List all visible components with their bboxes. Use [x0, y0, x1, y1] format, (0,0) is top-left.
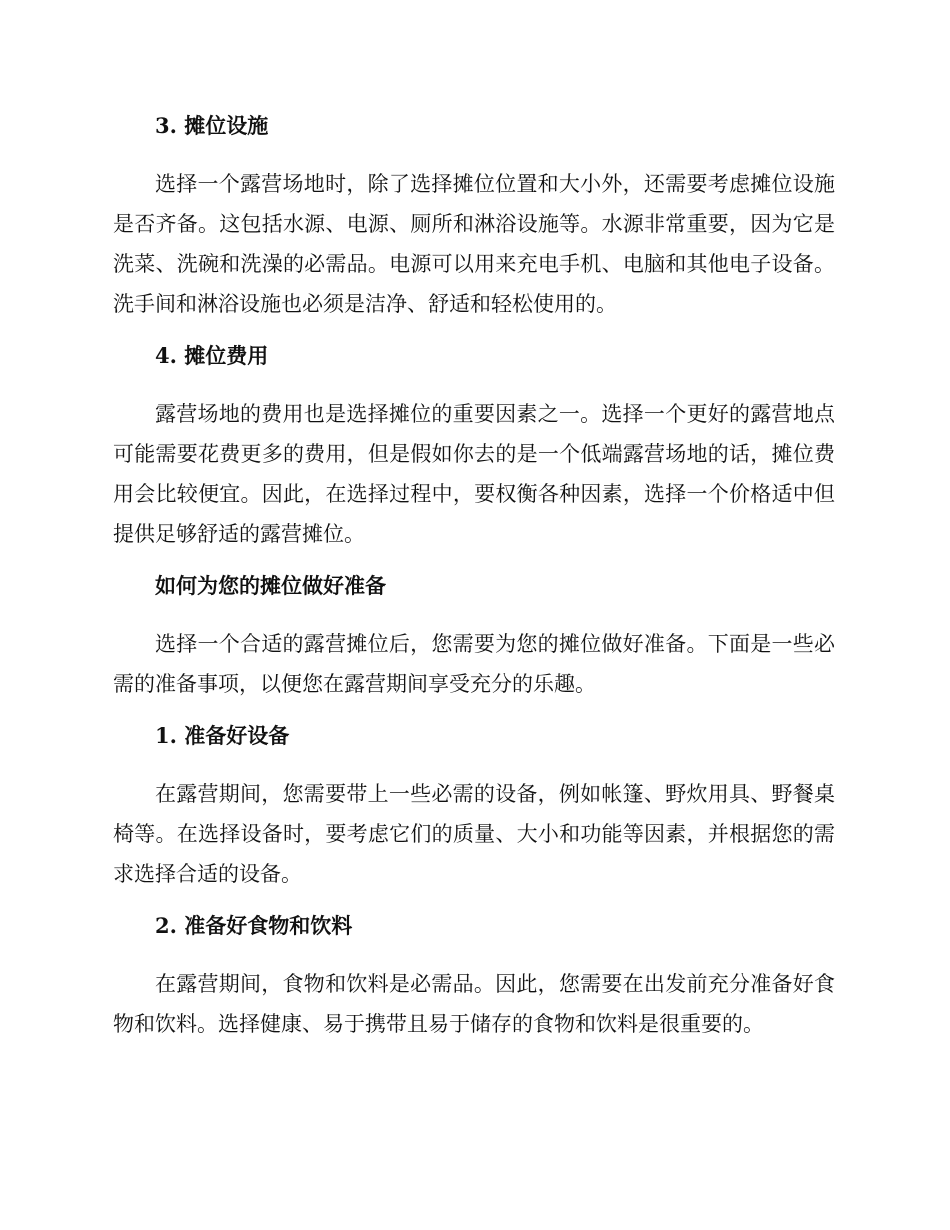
section-paragraph-prepare: 选择一个合适的露营摊位后，您需要为您的摊位做好准备。下面是一些必需的准备事项，以便您在露营期间享受充分的乐趣。: [113, 632, 835, 696]
section-paragraph-facilities: 选择一个露营场地时，除了选择摊位位置和大小外，还需要考虑摊位设施是否齐备。这包括水源、电源、厕所和淋浴设施等。水源非常重要，因为它是洗菜、洗碗和洗澡的必需品。电源可以用来充电手机、电脑和其他电子设备。洗手间和淋浴设施也必须是洁净、舒适和轻松使用的。: [113, 172, 835, 316]
section-paragraph-fees: 露营场地的费用也是选择摊位的重要因素之一。选择一个更好的露营地点可能需要花费更多的费用，但是假如你去的是一个低端露营场地的话，摊位费用会比较便宜。因此，在选择过程中，要权衡各种因素，选择一个价格适中但提供足够舒适的露营摊位。: [113, 402, 835, 546]
document-content: [113, 106, 835, 1044]
section-paragraph-equipment: 在露营期间，您需要带上一些必需的设备，例如帐篷、野炊用具、野餐桌椅等。在选择设备时，要考虑它们的质量、大小和功能等因素，并根据您的需求选择合适的设备。: [113, 782, 835, 886]
section-heading-prepare: 如何为您的摊位做好准备: [155, 573, 386, 598]
section-paragraph-food: 在露营期间，食物和饮料是必需品。因此，您需要在出发前充分准备好食物和饮料。选择健康、易于携带且易于储存的食物和饮料是很重要的。: [113, 972, 835, 1036]
section-heading-facilities: 3. 摊位设施: [155, 113, 269, 138]
section-heading-fees: 4. 摊位费用: [155, 343, 269, 368]
section-heading-equipment: 1. 准备好设备: [155, 723, 290, 748]
section-heading-food: 2. 准备好食物和饮料: [155, 913, 353, 938]
